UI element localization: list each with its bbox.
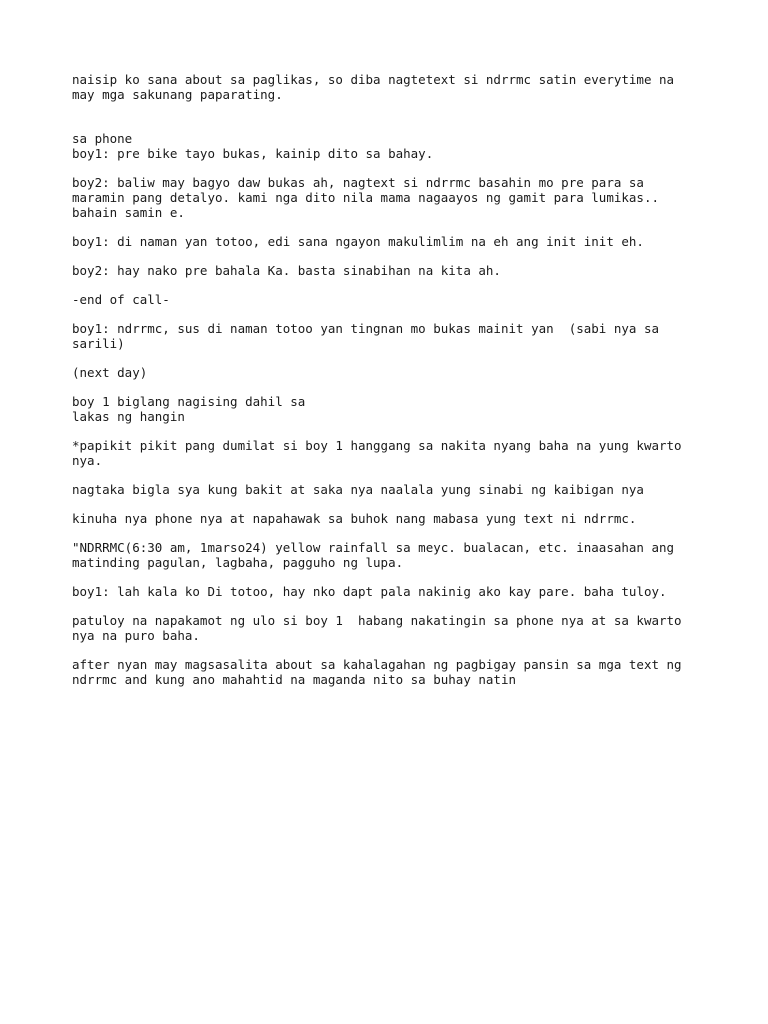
paragraph-ndrrmc-message: "NDRRMC(6:30 am, 1marso24) yellow rainfall sa meyc. bualacan, etc. inaasahan ang matinding pagulan, lagbaha, pagguho ng lupa. bbox=[72, 540, 675, 570]
paragraph-scratch-head: patuloy na napakamot ng ulo si boy 1 habang nakatingin sa phone nya at sa kwarto nya na puro baha. bbox=[72, 613, 682, 643]
paragraph-remember: nagtaka bigla sya kung bakit at saka nya naalala yung sinabi ng kaibigan nya bbox=[72, 482, 644, 497]
document-body bbox=[72, 72, 692, 701]
paragraph-boy1-self: boy1: ndrrmc, sus di naman totoo yan tingnan mo bukas mainit yan (sabi nya sa sarili) bbox=[72, 321, 659, 351]
paragraph-boy2-warning: boy2: hay nako pre bahala Ka. basta sinabihan na kita ah. bbox=[72, 263, 501, 278]
paragraph-intro: naisip ko sana about sa paglikas, so diba nagtetext si ndrrmc satin everytime na may mga sakunang paparating. bbox=[72, 72, 675, 102]
paragraph-closing: after nyan may magsasalita about sa kahalagahan ng pagbigay pansin sa mga text ng ndrrmc and kung ano mahahtid na maganda nito sa buhay natin bbox=[72, 657, 682, 687]
paragraph-end-of-call: -end of call- bbox=[72, 292, 170, 307]
paragraph-next-day: (next day) bbox=[72, 365, 148, 380]
paragraph-flood-room: *papikit pikit pang dumilat si boy 1 hanggang sa nakita nyang baha na yung kwarto nya. bbox=[72, 438, 682, 468]
paragraph-wake-up: boy 1 biglang nagising dahil sa lakas ng hangin bbox=[72, 394, 306, 424]
paragraph-phone-boy1: sa phone boy1: pre bike tayo bukas, kainip dito sa bahay. bbox=[72, 131, 434, 161]
paragraph-boy1-regret: boy1: lah kala ko Di totoo, hay nko dapt pala nakinig ako kay pare. baha tuloy. bbox=[72, 584, 667, 599]
paragraph-boy2-reply: boy2: baliw may bagyo daw bukas ah, nagtext si ndrrmc basahin mo pre para sa maramin pang detalyo. kami nga dito nila mama nagaayos ng gamit para lumikas.. bahain samin e. bbox=[72, 175, 659, 220]
paragraph-boy1-doubt: boy1: di naman yan totoo, edi sana ngayon makulimlim na eh ang init init eh. bbox=[72, 234, 644, 249]
paragraph-read-text: kinuha nya phone nya at napahawak sa buhok nang mabasa yung text ni ndrrmc. bbox=[72, 511, 637, 526]
